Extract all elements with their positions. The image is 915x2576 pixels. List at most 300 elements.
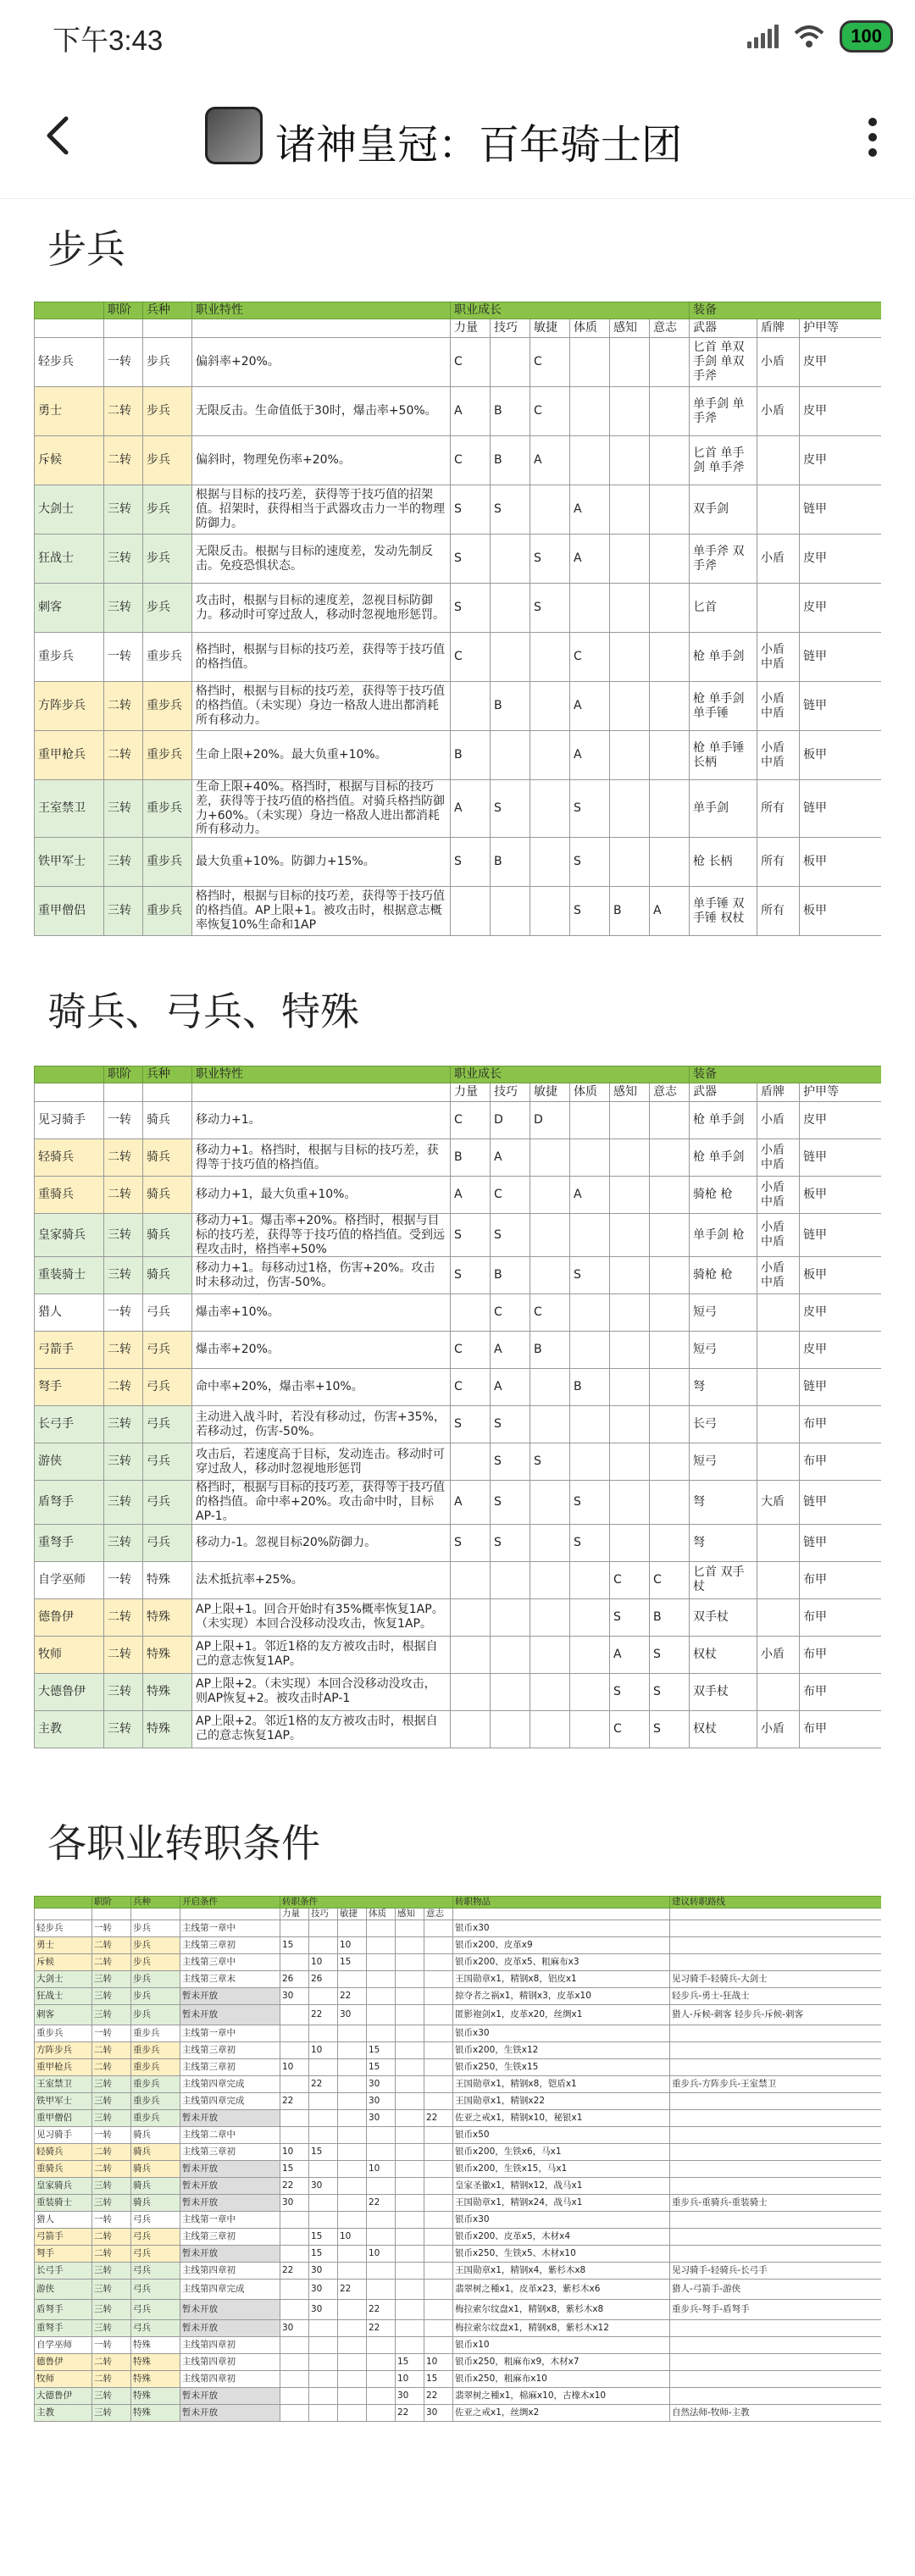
table-cell [530,780,570,838]
table-cell: 重步兵-方阵步兵-王室禁卫 [670,2076,881,2093]
table-cell: 主线第四章完成 [180,2280,280,2300]
table-cell: 二转 [92,2161,131,2178]
table-cell [280,2229,309,2246]
table-cell [757,1598,800,1636]
table-cell: 二转 [92,2246,131,2263]
table-cell [757,1561,800,1598]
table-cell: 骑兵 [143,1257,192,1294]
table-cell: 格挡时，根据与目标的技巧差，获得等于技巧值的格挡值。AP上限+1。被攻击时，根据意志概率恢复10%生命和1AP [192,887,451,936]
table-cell: S [491,1214,530,1257]
table-cell: 翡翠树之種x1，棉麻x10，古橡木x10 [453,2388,670,2405]
table-cell [650,1481,690,1524]
table-cell: 权杖 [690,1710,757,1748]
table-cell: A [570,682,610,731]
table-cell: 猎人-弓箭手-游侠 [670,2280,881,2300]
table-cell: 三转 [104,1443,143,1481]
header-cell: 转职物品 [453,1897,670,1908]
header-cell: 敏捷 [530,319,570,338]
table-cell: 王国勋章x1，精钢x22 [453,2093,670,2110]
table-cell: 30 [280,2195,309,2212]
table-cell: 偏斜时，物理免伤率+20%。 [192,436,451,485]
table-cell: 特殊 [143,1598,192,1636]
table-row [35,1710,882,1748]
table-cell [396,2280,424,2300]
table-cell: S [491,780,530,838]
table-cell [451,682,491,731]
table-cell: 小盾 [757,387,800,436]
table-cell: 三转 [92,2110,131,2127]
header-cell: 兵种 [131,1897,180,1908]
table-cell [367,2025,396,2042]
table-cell [424,2263,453,2280]
table-cell: 步兵 [131,1971,180,1988]
table-cell [451,887,491,936]
table-cell [670,2110,881,2127]
table-header-row [35,302,882,319]
table-cell [491,1710,530,1748]
table-row [35,1920,882,1937]
table-cell: 22 [280,2178,309,2195]
table-cell: 刺客 [35,2005,92,2025]
table-row [35,2127,882,2144]
table-cell [338,2212,367,2229]
table-cell: S [491,1524,530,1561]
table-cell: 步兵 [143,584,192,633]
table-cell: 板甲 [800,838,881,887]
table-cell [338,1920,367,1937]
table-cell: 二转 [92,2059,131,2076]
table-cell [530,682,570,731]
table-cell [280,2354,309,2371]
table-cell: 22 [309,2005,338,2025]
table-cell: 单手锤 双手锤 权杖 [690,887,757,936]
table-cell: 弓兵 [131,2246,180,2263]
table-cell: 特殊 [143,1636,192,1673]
table-cell: B [610,887,650,936]
table-cell: 步兵 [143,338,192,387]
table-cell: 轻骑兵 [35,1139,104,1177]
table-cell: 30 [280,2320,309,2337]
table-cell [491,731,530,780]
cavalry-table [34,1066,881,1748]
table-cell [338,2246,367,2263]
table-cell: 22 [396,2405,424,2422]
table-cell [451,1294,491,1332]
table-cell [610,1102,650,1139]
table-cell: A [530,436,570,485]
table-cell [280,2005,309,2025]
table-cell [424,2076,453,2093]
header-cell: 敏捷 [530,1083,570,1102]
table-cell: 皮甲 [800,338,881,387]
table-cell: 22 [280,2263,309,2280]
table-cell [338,2059,367,2076]
table-row [35,1673,882,1710]
table-cell: 主线第三章初 [180,2229,280,2246]
table-cell: B [451,731,491,780]
table-cell: 弓兵 [131,2300,180,2320]
table-cell: 10 [338,1937,367,1954]
table-row [35,1481,882,1524]
table-cell: 弓兵 [131,2320,180,2337]
table-cell: 三转 [92,1971,131,1988]
table-cell [530,633,570,682]
table-cell: A [491,1369,530,1406]
table-cell [424,2127,453,2144]
table-cell [570,1214,610,1257]
table-cell [338,2076,367,2093]
table-row [35,1524,882,1561]
table-cell: 特殊 [131,2354,180,2371]
table-cell: 小盾 [757,1636,800,1673]
table-cell: B [451,1139,491,1177]
table-cell [367,1954,396,1971]
table-cell [396,2076,424,2093]
table-cell: 轻步兵 [35,1920,92,1937]
table-cell: 见习骑手 [35,2127,92,2144]
table-cell: B [491,838,530,887]
table-cell: 三转 [92,2178,131,2195]
table-cell: 重步兵 [143,887,192,936]
table-cell [451,1636,491,1673]
header-cell: 职阶 [104,302,143,319]
table-cell: 重步兵 [35,2025,92,2042]
table-cell: 弓兵 [143,1369,192,1406]
table-cell: 小盾 中盾 [757,1257,800,1294]
table-cell [670,2093,881,2110]
table-cell [491,584,530,633]
table-cell: 15 [338,1954,367,1971]
table-row [35,1257,882,1294]
table-cell [280,2212,309,2229]
table-row [35,1139,882,1177]
table-cell: C [530,338,570,387]
table-cell [491,633,530,682]
table-cell: 猎人-斥候-刺客 轻步兵-斥候-刺客 [670,2005,881,2025]
table-cell: 单手斧 双手斧 [690,535,757,584]
table-cell: 三转 [104,780,143,838]
table-cell: 弓箭手 [35,2229,92,2246]
table-cell [280,2025,309,2042]
header-cell: 护甲等 [800,1083,881,1102]
table-cell [670,2144,881,2161]
table-cell [670,1954,881,1971]
table-cell: 小盾 中盾 [757,1214,800,1257]
table-cell: 银币x50 [453,2127,670,2144]
table-cell [280,1920,309,1937]
table-cell: AP上限+2。邻近1格的友方被攻击时，根据自己的意志恢复1AP。 [192,1710,451,1748]
table-cell [610,1332,650,1369]
table-cell [424,2144,453,2161]
table-cell: 15 [280,2161,309,2178]
table-cell: 小盾 中盾 [757,731,800,780]
table-cell: 三转 [92,2300,131,2320]
table-cell [757,1673,800,1710]
table-cell: 15 [396,2354,424,2371]
table-cell: 小盾 中盾 [757,682,800,731]
table-cell: 链甲 [800,1214,881,1257]
table-cell: S [451,1257,491,1294]
table-cell: 长弓手 [35,1406,104,1443]
table-cell: 银币x200，生铁x6，马x1 [453,2144,670,2161]
table-cell: 枪 单手剑 [690,633,757,682]
table-cell [451,1598,491,1636]
table-subheader-row [35,319,882,338]
table-cell: 双手剑 [690,485,757,535]
table-cell: 德鲁伊 [35,1598,104,1636]
table-cell: 重弩手 [35,1524,104,1561]
table-cell: 二转 [104,387,143,436]
table-cell: 主线第一章中 [180,2212,280,2229]
table-cell [650,387,690,436]
table-cell: C [530,1294,570,1332]
table-cell: 银币x250，粗麻布x10 [453,2371,670,2388]
table-row [35,1988,882,2005]
table-cell [280,2280,309,2300]
table-cell: B [530,1332,570,1369]
table-cell [309,2212,338,2229]
table-row [35,2405,882,2422]
header-cell: 转职条件 [280,1897,453,1908]
table-cell: 三转 [92,2263,131,2280]
table-cell: 特殊 [131,2371,180,2388]
table-cell: 弩 [690,1481,757,1524]
table-cell: 暂未开放 [180,2005,280,2025]
table-cell: 重步兵-弩手-盾弩手 [670,2300,881,2320]
table-cell: 皮甲 [800,1294,881,1332]
table-cell: 皮甲 [800,1332,881,1369]
table-cell: 单手剑 单手斧 [690,387,757,436]
table-cell: 王国勋章x1，精钢x4，紫杉木x8 [453,2263,670,2280]
table-cell [424,2093,453,2110]
table-cell: 主线第四章初 [180,2354,280,2371]
table-cell: 所有 [757,780,800,838]
table-cell [530,1139,570,1177]
table-cell [309,1988,338,2005]
table-row [35,2059,882,2076]
table-cell: 三转 [104,1710,143,1748]
table-cell [610,436,650,485]
table-cell [309,1937,338,1954]
table-cell: 弓兵 [143,1524,192,1561]
table-cell: 狂战士 [35,1988,92,2005]
header-cell: 护甲等 [800,319,881,338]
table-cell [530,1673,570,1710]
table-row [35,1332,882,1369]
table-cell [650,436,690,485]
table-cell [650,633,690,682]
table-cell: 长弓手 [35,2263,92,2280]
more-options-icon[interactable] [864,112,881,163]
table-cell [530,1369,570,1406]
table-cell [309,2388,338,2405]
back-arrow-icon[interactable] [34,110,85,161]
table-cell [610,338,650,387]
app-icon [205,107,263,164]
table-cell: AP上限+2。（未实现）本回合没移动没攻击，则AP恢复+2。被攻击时AP-1 [192,1673,451,1710]
table-row [35,1177,882,1214]
table-cell: S [491,1443,530,1481]
table-cell: 三转 [104,485,143,535]
table-cell: 双手杖 [690,1673,757,1710]
table-cell: 银币x30 [453,2212,670,2229]
header-cell: 盾牌 [757,319,800,338]
table-cell: 一转 [104,1561,143,1598]
table-cell: 法术抵抗率+25%。 [192,1561,451,1598]
table-cell: 22 [367,2300,396,2320]
table-cell: S [570,838,610,887]
table-cell: C [530,387,570,436]
table-cell: 一转 [104,338,143,387]
table-cell: 布甲 [800,1406,881,1443]
table-cell [309,2093,338,2110]
table-cell [670,2388,881,2405]
table-cell: 暂未开放 [180,1988,280,2005]
header-cell: 开启条件 [180,1897,280,1908]
table-cell: 26 [280,1971,309,1988]
table-cell: 移动力+1。每移动过1格，伤害+20%。攻击时未移动过，伤害-50%。 [192,1257,451,1294]
section-title-cavalry-archer-special: 骑兵、弓兵、特殊 [47,989,359,1033]
table-cell [650,1257,690,1294]
table-cell: AP上限+1。回合开始时有35%概率恢复1AP。（未实现）本回合没移动没攻击，恢复1AP。 [192,1598,451,1636]
table-cell: 主线第三章中 [180,1954,280,1971]
header-cell: 技巧 [491,319,530,338]
table-cell: 特殊 [143,1710,192,1748]
table-cell: 匿影袍剑x1，皮革x20，丝绸x1 [453,2005,670,2025]
table-cell [396,2263,424,2280]
table-cell: 格挡时，根据与目标的技巧差，获得等于技巧值的格挡值。（未实现）身边一格敌人进出都消耗所有移动力。 [192,682,451,731]
table-cell [530,485,570,535]
status-bar [0,0,915,76]
table-cell [396,2005,424,2025]
table-cell: 二转 [92,1937,131,1954]
table-cell [367,1920,396,1937]
table-cell: 30 [424,2405,453,2422]
table-cell [650,682,690,731]
table-cell [280,2127,309,2144]
table-cell: 皮甲 [800,436,881,485]
table-cell [650,1524,690,1561]
table-cell [396,2059,424,2076]
table-cell [424,2005,453,2025]
table-cell [280,2388,309,2405]
table-cell: 链甲 [800,1369,881,1406]
table-cell: S [570,780,610,838]
table-cell: 狂战士 [35,535,104,584]
table-cell: 步兵 [143,436,192,485]
table-row [35,1636,882,1673]
table-cell [367,2005,396,2025]
table-row [35,1443,882,1481]
table-row [35,2371,882,2388]
table-cell: 二转 [92,2042,131,2059]
table-cell [757,1524,800,1561]
table-cell: 一转 [92,2127,131,2144]
table-row [35,2093,882,2110]
promotion-table-body [35,1920,882,2422]
table-row [35,584,882,633]
table-cell [338,2161,367,2178]
table-cell: 刺客 [35,584,104,633]
table-row [35,731,882,780]
table-cell: 二转 [92,2144,131,2161]
table-cell: S [570,887,610,936]
table-cell [424,1988,453,2005]
table-cell: 王国勋章x1，精钢x24，战马x1 [453,2195,670,2212]
table-cell [451,1673,491,1710]
table-cell [367,2337,396,2354]
table-cell [396,2093,424,2110]
table-cell: A [451,387,491,436]
table-cell [610,1139,650,1177]
table-cell: 猎人 [35,1294,104,1332]
table-cell: 链甲 [800,780,881,838]
header-cell: 职业特性 [192,1066,451,1083]
table-cell: 链甲 [800,633,881,682]
header-cell: 体质 [570,1083,610,1102]
table-cell [367,2127,396,2144]
table-cell [670,2337,881,2354]
table-cell: 佐亚之戒x1，丝绸x2 [453,2405,670,2422]
table-cell: 重步兵 [143,633,192,682]
table-cell [396,2300,424,2320]
table-cell [570,584,610,633]
table-cell [396,2337,424,2354]
table-cell: 暂未开放 [180,2320,280,2337]
table-cell: 皮甲 [800,584,881,633]
signal-icon [747,25,779,48]
table-cell: 见习骑手-轻骑兵-大剑士 [670,1971,881,1988]
header-cell: 盾牌 [757,1083,800,1102]
table-cell: 皮甲 [800,1102,881,1139]
status-icons [747,20,893,53]
status-time: 下午3:43 [53,25,164,56]
table-cell: 重步兵 [143,780,192,838]
table-cell [309,2110,338,2127]
table-row [35,1598,882,1636]
table-cell: 匕首 双手杖 [690,1561,757,1598]
table-cell: 骑兵 [143,1139,192,1177]
table-row [35,2005,882,2025]
table-cell: 15 [309,2144,338,2161]
table-cell: 斥候 [35,1954,92,1971]
table-cell: 弩 [690,1524,757,1561]
promotion-table [34,1896,881,2422]
table-cell [570,1332,610,1369]
table-cell: 银币x200、皮革x9 [453,1937,670,1954]
table-cell [491,1561,530,1598]
table-cell: 银币x30 [453,2025,670,2042]
table-cell [367,2229,396,2246]
table-cell: 步兵 [131,1988,180,2005]
table-cell: 22 [424,2110,453,2127]
table-cell [610,633,650,682]
table-row [35,2076,882,2093]
table-row [35,633,882,682]
table-cell [367,2280,396,2300]
table-cell [424,1954,453,1971]
header-cell: 职业特性 [192,302,451,319]
header-cell: 意志 [424,1908,453,1920]
table-cell [650,780,690,838]
table-cell: 特殊 [131,2405,180,2422]
table-cell [367,1988,396,2005]
promotion-table-image [34,1896,881,2512]
table-cell: 弓兵 [143,1406,192,1443]
table-cell [396,1971,424,1988]
table-row [35,2144,882,2161]
table-cell [670,2354,881,2371]
